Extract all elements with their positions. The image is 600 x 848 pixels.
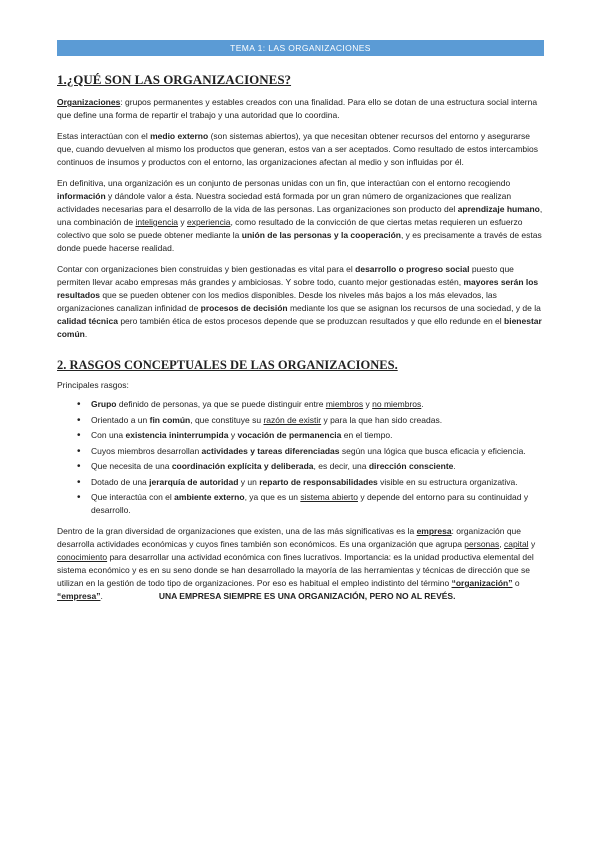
list-item: • Que interactúa con el ambiente externo, ya que es un sistema abierto y depende del entorno para su continuidad y desarrollo.	[77, 492, 529, 515]
list-item: • Que necesita de una coordinación explícita y deliberada, es decir, una dirección consciente.	[77, 461, 456, 472]
bullet-icon: •	[77, 476, 81, 488]
bullet-icon: •	[77, 445, 81, 457]
list-item: • Cuyos miembros desarrollan actividades y tareas diferenciadas según una lógica que busca eficacia y eficiencia.	[77, 445, 526, 457]
section-1-paragraph-2: Estas interactúan con el medio externo (son sistemas abiertos), ya que necesitan obtener recursos del entorno y asegurarse que, cuando devuelven al mismo los productos que generan, estos van a ser aceptados. Como resultado de estos intercambios continuos de insumos y productos con el entorno, las organizaciones afectan al medio y son influidas por él.	[57, 131, 539, 167]
term-organizaciones: Organizaciones	[57, 97, 121, 107]
bullet-icon: •	[77, 414, 81, 426]
list-item: • Dotado de una jerarquía de autoridad y un reparto de responsabilidades visible en su estructura organizativa.	[77, 476, 518, 488]
list-item: • Con una existencia ininterrumpida y vocación de permanencia en el tiempo.	[77, 430, 393, 441]
rasgos-list	[57, 398, 544, 517]
list-item: • Orientado a un fin común, que constituye su razón de existir y para la que han sido creadas.	[77, 414, 443, 426]
document-page	[57, 40, 544, 611]
section-1-paragraph-3: En definitiva, una organización es un conjunto de personas unidas con un fin, que interactúan con el entorno recogiendo información y dándole valor a ésta. Nuestra sociedad está formada por un gran número de organizaciones que realizan actividades necesarias para el desarrollo de la vida de las personas. Las organizaciones son producto del aprendizaje humano, una combinación de inteligencia y experiencia, como resultado de la convicción de que ciertas metas requieren un esfuerzo colectivo que solo se puede obtener mediante la unión de las personas y la cooperación, y es precisamente a través de estas donde puede hacerse realidad.	[57, 178, 543, 253]
bullet-icon: •	[77, 461, 81, 472]
section-1-paragraph-1: Organizaciones: grupos permanentes y estables creados con una finalidad. Para ello se dotan de una estructura social interna que define una forma de repartir el trabajo y una autoridad que lo coordina.	[57, 97, 538, 120]
section-1-paragraph-4: Contar con organizaciones bien construidas y bien gestionadas es vital para el desarrollo o progreso social puesto que permiten llevar acabo empresas más grandes y ambiciosas. Y sobre todo, cuanto mejor gestionadas estén, mayores serán los resultados que se pueden obtener con los medios disponibles. Desde los niveles más bajos a los más elevados, las organizaciones canalizan infinidad de procesos de decisión mediante los que se asignan los recursos de una sociedad, y de la calidad técnica pero también ética de estos procesos depende que se produzcan resultados y que ello redunde en el bienestar común.	[57, 264, 542, 339]
bullet-icon: •	[77, 492, 81, 503]
section-2-title: 2. RASGOS CONCEPTUALES DE LAS ORGANIZACIONES.	[57, 358, 398, 372]
bullet-icon: •	[77, 399, 81, 410]
section-2-closing: Dentro de la gran diversidad de organizaciones que existen, una de las más significativas es la empresa: organización que desarrolla actividades económicas y cuyos fines también son económicos. Es una organización que agrupa personas, capital y conocimiento para desarrollar una actividad económica con fines lucrativos. Importancia: es la unidad productiva elemental del sistema económico y es en su seno donde se han desarrollado la mayoría de las herramientas y técnicas de dirección que se utilizan en la gestión de todo tipo de organizaciones. Por eso es habitual el empleo indistinto del término “organización” o “empresa”. UNA EMPRESA SIEMPRE ES UNA ORGANIZACIÓN, PERO NO AL REVÉS.	[57, 526, 536, 601]
chapter-banner: TEMA 1: LAS ORGANIZACIONES	[57, 40, 544, 56]
list-item: • Grupo definido de personas, ya que se puede distinguir entre miembros y no miembros.	[77, 399, 424, 410]
bullet-icon: •	[77, 430, 81, 441]
final-statement: UNA EMPRESA SIEMPRE ES UNA ORGANIZACIÓN, PERO NO AL REVÉS.	[158, 591, 456, 601]
section-1-title: 1.¿QUÉ SON LAS ORGANIZACIONES?	[57, 72, 292, 87]
section-2-intro: Principales rasgos:	[57, 380, 129, 390]
